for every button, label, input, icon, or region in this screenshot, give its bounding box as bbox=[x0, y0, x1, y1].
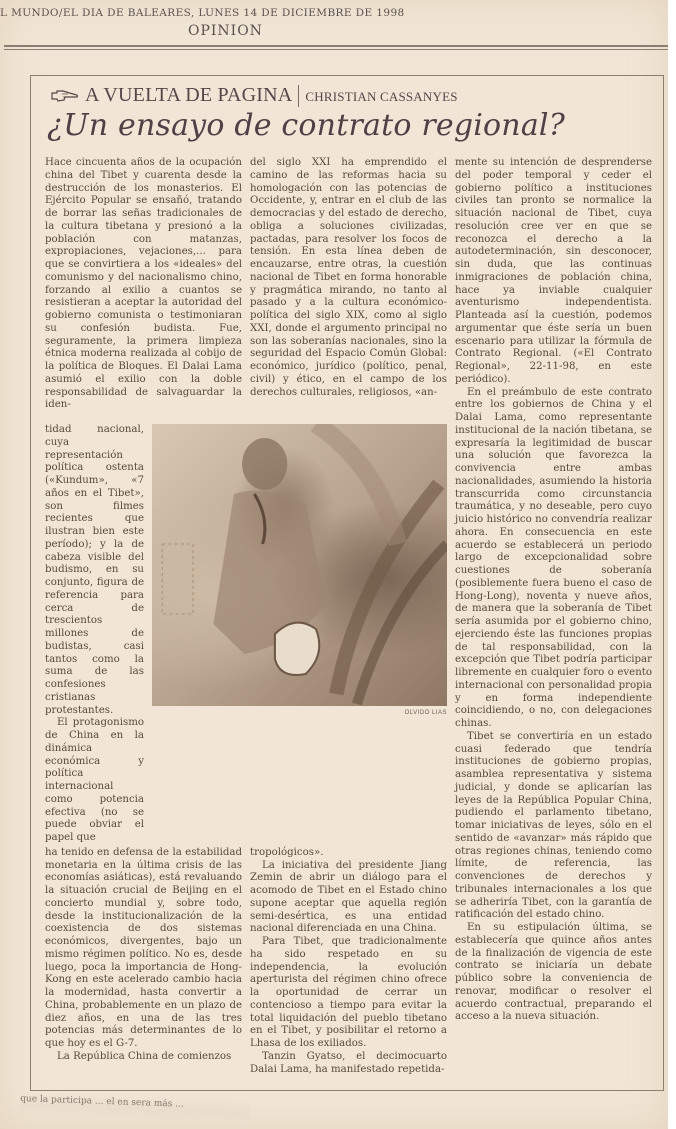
paragraph: ha tenido en defensa de la estabilidad monetaria en la última crisis de las economías asiáticas), está revaluando la situación crucial de Beijing en el concierto mundial y, sobre todo, desde la institucionalización de la coexistencia de dos sistemas económicos, divergentes, bajo un mismo régimen político. No es, desde luego, poca la importancia de Hong-Kong en este acelerado cambio hacia la modernidad, hasta convertir a China, probablemente en un plazo de diez años, en una de las tres potencias más determinantes de lo que hoy es el G-7. bbox=[45, 846, 242, 1049]
pointing-hand-icon bbox=[51, 88, 79, 104]
article-columns bbox=[45, 157, 651, 1076]
paragraph: Hace cincuenta años de la ocupación china del Tibet y cuarenta desde la destrucción de los monasterios. El Ejército Popular se ensañó, tratando de borrar las señas tradicionales de la cultura tibetana y presionó a la población con matanzas, expropiaciones, vejaciones,... para que se convirtiera a los «ideales» del comunismo y del nacionalismo chino, forzando al exilio a cuantos se resistieran a aceptar la autoridad del gobierno comunista o testimoniaran su confesión budista. Fue, seguramente, la primera limpieza étnica moderna realizada al cobijo de la política de Bloques. El Dalai Lama asumió el exilio con la doble responsabilidad de salvaguardar la iden- bbox=[45, 157, 242, 411]
header-rule bbox=[4, 45, 668, 47]
torn-fragment-text: que la participa ... el en sera más ... bbox=[20, 1094, 184, 1110]
column-2-bottom bbox=[250, 847, 447, 1077]
narrow-text-and-photo bbox=[45, 424, 447, 845]
column-kicker bbox=[51, 84, 651, 107]
column-3 bbox=[455, 157, 652, 1024]
illustration-drawing bbox=[152, 424, 447, 706]
paragraph: Para Tibet, que tradicionalmente ha sido respetado en su independencia, la evolución aperturista del régimen chino ofrece la oportunidad de cerrar un contencioso a tiempo para evitar la total liquidación del pueblo tibetano en el Tibet, y posibilitar el retorno a Lhasa de los exiliados. bbox=[250, 936, 447, 1049]
column-1-narrow bbox=[45, 424, 144, 845]
header-rule-thin bbox=[4, 49, 668, 50]
author-name: CHRISTIAN CASSANYES bbox=[305, 89, 458, 104]
headline: ¿Un ensayo de contrato regional? bbox=[47, 108, 565, 143]
column-1-top bbox=[45, 157, 242, 412]
paragraph: mente su intención de desprenderse del poder temporal y ceder el gobierno político a instituciones civiles tan pronto se normalice la situación nacional de Tibet, cuya resolución cree ver en que se reconozca el derecho a la autodeterminación, sin desconocer, sin duda, que las continuas inmigraciones de población china, hace ya inviable cualquier aventurismo independentista. Planteada así la cuestión, podemos argumentar que éste sería un buen escenario para utilizar la fórmula de Contrato Regional. («El Contrato Regional», 22-11-98, en este periódico). bbox=[455, 157, 652, 385]
paragraph: Tibet se convertiría en un estado cuasi federado que tendría instituciones de gobierno propias, asamblea representativa y sistema judicial, y donde se aplicarían las leyes de la República Popular China, pudiendo el parlamento tibetano, tomar iniciativas de leyes, sólo en el sentido de «avanzar» más rápido que otras regiones chinas, teniendo como límite, de referencia, las convenciones de derechos y tribunales internacionales a los que se adheriría Tibet, con la garantía de ratificación del estado chino. bbox=[455, 730, 652, 921]
section-title: OPINION bbox=[188, 23, 263, 39]
paragraph: En el preámbulo de este contrato entre los gobiernos de China y el Dalai Lama, como representante institucional de la nación tibetana, se expresaría la legitimidad de buscar una solución que favorezca la convivencia entre ambas nacionalidades, asumiendo la historia transcurrida como circunstancia traumática, y no deseable, pero cuyo juicio histórico no convendría realizar ahora. En consecuencia en este acuerdo se establecerá un periodo largo de excepcionalidad sobre cuestiones de soberanía (posiblemente fuera bueno el caso de Hong-Long), noventa y nueve años, de manera que la soberanía de Tibet sería asumida por el gobierno chino, ejerciendo éste las funciones propias de tal responsabilidad, con la excepción que Tibet podría participar libremente en cualquier foro o evento internacional con personalidad propia y en forma independiente coincidiendo, o no, con delegaciones chinas. bbox=[455, 386, 652, 729]
paragraph: La República China de comienzos bbox=[57, 1050, 232, 1062]
newspaper-header: L MUNDO/EL DIA DE BALEARES, LUNES 14 DE DICIEMBRE DE 1998 bbox=[0, 7, 405, 19]
paragraph: En su estipulación última, se establecería que quince años antes de la finalización de vigencia de este contrato se iniciaría un debate público sobre la conveniencia de renovar, modificar o resolver el acuerdo contractual, preparando el acceso a la nueva situación. bbox=[455, 922, 652, 1023]
kicker-divider bbox=[298, 85, 299, 107]
illustration-block bbox=[152, 424, 447, 845]
column-2-top bbox=[250, 157, 447, 399]
photo-credit: OLVIDO LIAS bbox=[404, 710, 447, 716]
paragraph: del siglo XXI ha emprendido el camino de las reformas hacia su homologación con las potencias de Occidente, y, entrar en el club de las democracias y del estado de derecho, obliga a soluciones civilizadas, pactadas, para resolver los focos de tensión. En esta línea deben de encauzarse, entre otras, la cuestión nacional de Tibet en forma honorable y pragmática mirando, no tanto al pasado y a la cultura económico-política del siglo XIX, como al siglo XXI, donde el argumento principal no son las soberanías nacionales, sino la seguridad del Espacio Común Global: económico, jurídico (político, penal, civil) y ético, en el campo de los derechos culturales, religiosos, «an- bbox=[250, 157, 447, 398]
paragraph: tropológicos». bbox=[250, 846, 324, 858]
article-frame bbox=[30, 75, 664, 1091]
paragraph: tidad nacional, cuya representación política ostenta («Kundum», «7 años en el Tibet», son filmes recientes que ilustran bien este período); y la de cabeza visible del budismo, en su conjunto, figura de referencia para cerca de trescientos millones de budistas, casi tantos como la suma de las confesiones cristianas protestantes. bbox=[45, 424, 144, 716]
torn-paper-fragment bbox=[20, 1093, 251, 1123]
paragraph: Tanzin Gyatso, el decimocuarto Dalai Lama, ha manifestado repetida- bbox=[250, 1050, 447, 1075]
paragraph: El protagonismo de China en la dinámica económica y política internacional como potencia efectiva (no se puede obviar el papel que bbox=[45, 717, 144, 843]
illustration-monk-praying bbox=[152, 424, 447, 706]
kicker-title: A VUELTA DE PAGINA bbox=[85, 84, 293, 106]
paragraph: La iniciativa del presidente Jiang Zemin de abrir un diálogo para el acomodo de Tibet en el Estado chino supone aceptar que aquella región semi-desértica, es una entidad nacional diferenciada en una China. bbox=[250, 859, 447, 935]
column-1-bottom bbox=[45, 847, 242, 1064]
